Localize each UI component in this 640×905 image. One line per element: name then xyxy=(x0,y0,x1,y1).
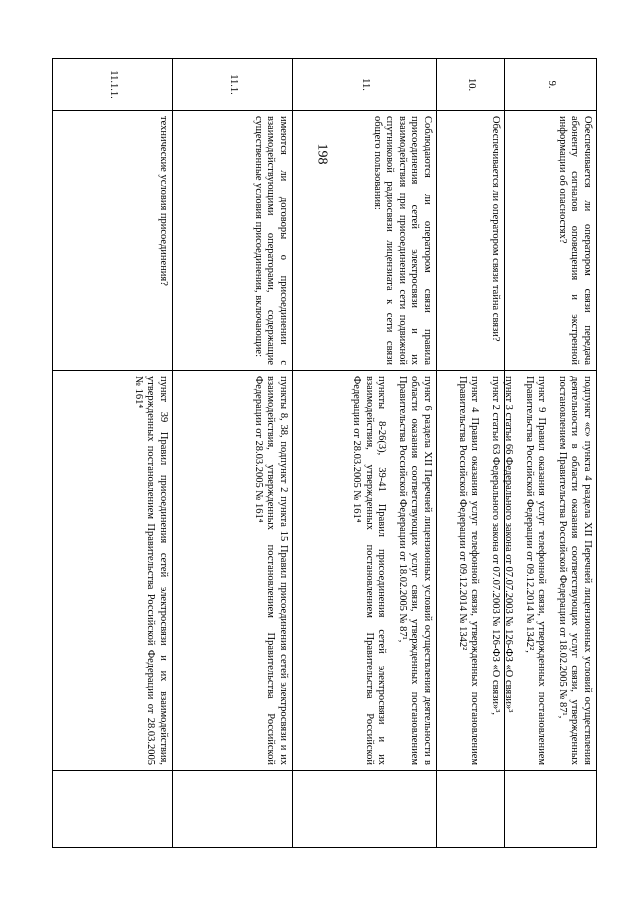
table-row xyxy=(292,59,436,847)
row-question: Соблюдаются ли оператором связи правила присоединения сетей электросвязи и их взаимодействия при присоединении сети подвижной спутниковой радиосвязи лицензиата к сети связи общего пользования: xyxy=(293,111,436,371)
row-question: Обеспечивается ли оператором связи передача абоненту сигналов оповещения и экстренной информации об опасностях? xyxy=(505,111,596,371)
reference-text: пункт 39 Правил присоединения сетей электросвязи и их взаимодействия, утвержденных постановлением Правительства Российской Федерации от 28.03.2005 № 161⁴ xyxy=(133,376,169,765)
row-references xyxy=(437,371,504,771)
row-references xyxy=(293,371,436,771)
table-row xyxy=(504,59,596,847)
reference-text: подпункт «с» пункта 4 раздела XII Перечней лицензионных условий осуществления деятельности в области оказания соответствующих услуг связи, утвержденных постановлением Правительства Российской Федерации от 18.02.2005 № 87¹, xyxy=(557,376,593,765)
table-row xyxy=(53,59,172,847)
row-number: 10. xyxy=(437,59,504,111)
row-answer xyxy=(505,771,596,849)
row-number: 11.1. xyxy=(173,59,292,111)
reference-text: пункт 4 Правил оказания услуг телефонной связи, утвержденных постановлением Правительства Российской Федерации от 09.12.2014 № 1342² xyxy=(457,376,481,765)
row-answer xyxy=(437,771,504,849)
row-question: Обеспечивается ли оператором связи тайна связи? xyxy=(437,111,504,371)
table-row xyxy=(436,59,504,847)
row-number: 11.1.1. xyxy=(53,59,172,111)
row-answer xyxy=(293,771,436,849)
reference-text: пункт 6 раздела XII Перечней лицензионных условий осуществления деятельности в области оказания соответствующих услуг связи, утвержденных постановлением Правительства Российской Федерации от 18.02.2005 № 87¹, xyxy=(397,376,433,765)
row-question: имеются ли договоры о присоединении с взаимодействующими операторами, содержащие существенные условия присоединения, включающие: xyxy=(173,111,292,371)
row-question: технические условия присоединения? xyxy=(53,111,172,371)
table-viewport xyxy=(52,58,597,848)
page-number: 198 xyxy=(314,143,330,165)
requirements-table xyxy=(52,58,597,848)
row-references xyxy=(505,371,596,771)
row-answer xyxy=(53,771,172,849)
reference-text: пункты 8, 38, подпункт 2 пункта 15 Правил присоединения сетей электросвязи и их взаимодействия, утвержденных постановлением Правительства Российской Федерации от 28.03.2005 № 161⁴ xyxy=(253,376,289,765)
row-references xyxy=(53,371,172,771)
reference-text: пункт 2 статьи 63 Федерального закона от 07.07.2003 № 126-ФЗ «О связи»³, xyxy=(490,376,501,716)
row-number: 11. xyxy=(293,59,436,111)
reference-text: пункт 9 Правил оказания услуг телефонной связи, утвержденных постановлением Правительства Российской Федерации от 09.12.2014 № 1342², xyxy=(524,376,548,765)
row-answer xyxy=(173,771,292,849)
reference-text: пункты 8-26(3), 39-41 Правил присоединения сетей электросвязи и их взаимодействия, утвержденных постановлением Правительства Российской Федерации от 28.03.2005 № 161⁴ xyxy=(351,376,388,765)
row-number: 9. xyxy=(505,59,596,111)
reference-text: пункт 3 статьи 66 Федерального закона от 07.07.2003 № 126-ФЗ «О связи»³ xyxy=(503,376,515,713)
row-references xyxy=(173,371,292,771)
table-row xyxy=(172,59,292,847)
